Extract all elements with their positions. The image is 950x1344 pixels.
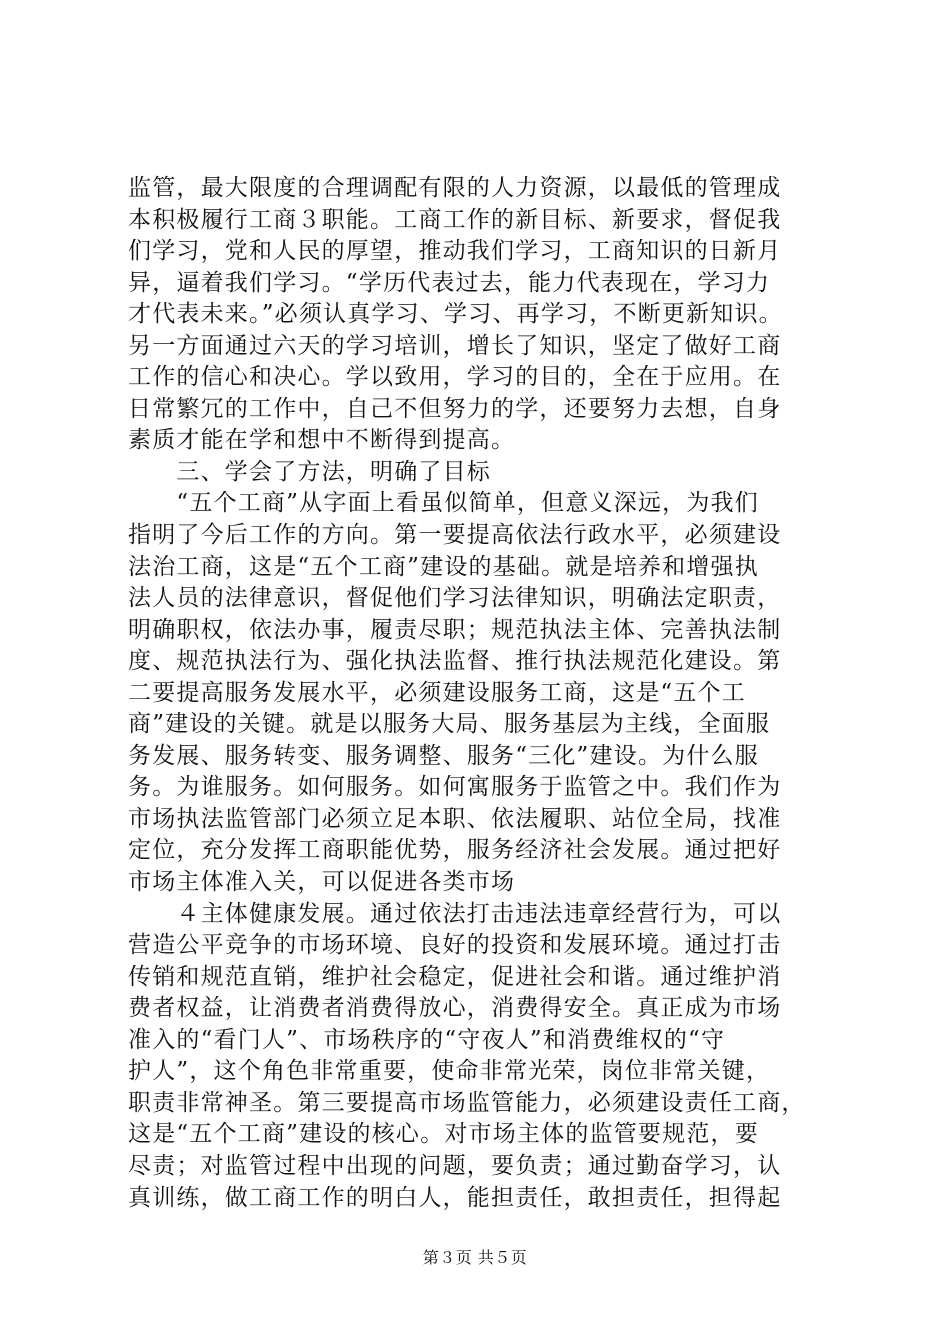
text-line: ４主体健康发展。通过依法打击违法违章经营行为，可以 (128, 900, 782, 927)
text-line: 这是“五个工商”建设的核心。对市场主体的监管要规范，要 (128, 1121, 759, 1148)
text-line: 另一方面通过六天的学习培训，增长了知识，坚定了做好工商 (128, 332, 782, 359)
text-line: 异，逼着我们学习。“学历代表过去，能力代表现在，学习力 (128, 269, 771, 296)
text-line: 日常繁冗的工作中，自己不但努力的学，还要努力去想，自身 (128, 395, 782, 422)
text-line: 市场执法监管部门必须立足本职、依法履职、站位全局，找准 (128, 805, 782, 832)
text-line: 工作的信心和决心。学以致用，学习的目的，全在于应用。在 (128, 364, 782, 391)
page-footer (0, 1248, 950, 1268)
text-line: 营造公平竞争的市场环境、良好的投资和发展环境。通过打击 (128, 932, 782, 959)
text-line: 准入的“看门人”、市场秩序的“守夜人”和消费维权的“守 (128, 1026, 726, 1053)
text-line: 市场主体准入关，可以促进各类市场 (128, 869, 516, 896)
text-line: 们学习，党和人民的厚望，推动我们学习，工商知识的日新月 (128, 238, 782, 265)
text-line: 务。为谁服务。如何服务。如何寓服务于监管之中。我们作为 (128, 774, 782, 801)
text-line: 传销和规范直销，维护社会稳定，促进社会和谐。通过维护消 (128, 963, 782, 990)
text-line: 指明了今后工作的方向。第一要提高依法行政水平，必须建设 (128, 522, 782, 549)
text-line: 商”建设的关键。就是以服务大局、服务基层为主线，全面服 (128, 711, 771, 738)
text-line: 法人员的法律意识，督促他们学习法律知识，明确法定职责， (128, 585, 782, 612)
text-line: 费者权益，让消费者消费得放心，消费得安全。真正成为市场 (128, 995, 782, 1022)
body-text (128, 173, 848, 1214)
text-line: 尽责；对监管过程中出现的问题，要负责；通过勤奋学习，认 (128, 1152, 782, 1179)
text-line: 法治工商，这是“五个工商”建设的基础。就是培养和增强执 (128, 553, 759, 580)
text-line: 务发展、服务转变、服务调整、服务“三化”建设。为什么服 (128, 742, 759, 769)
text-line: 度、规范执法行为、强化执法监督、推行执法规范化建设。第 (128, 648, 782, 675)
text-line: 本积极履行工商３职能。工商工作的新目标、新要求，督促我 (128, 206, 782, 233)
page-number: 第３页 共５页 (422, 1248, 528, 1267)
text-line: 才代表未来。”必须认真学习、学习、再学习，不断更新知识。 (128, 301, 783, 328)
text-line: 护人”，这个角色非常重要，使命非常光荣，岗位非常关键， (128, 1058, 771, 1085)
text-line: 职责非常神圣。第三要提高市场监管能力，必须建设责任工商， (128, 1089, 806, 1116)
text-line: 二要提高服务发展水平，必须建设服务工商，这是“五个工 (128, 679, 746, 706)
text-line: 监管，最大限度的合理调配有限的人力资源，以最低的管理成 (128, 175, 782, 201)
text-line: 真训练，做工商工作的明白人，能担责任，敢担责任，担得起 (128, 1184, 782, 1211)
text-line: 定位，充分发挥工商职能优势，服务经济社会发展。通过把好 (128, 837, 782, 864)
section-heading: 三、学会了方法，明确了目标 (128, 458, 491, 485)
text-line: 素质才能在学和想中不断得到提高。 (128, 427, 516, 454)
text-line: “五个工商”从字面上看虽似简单，但意义深远，为我们 (128, 490, 759, 517)
text-line: 明确职权，依法办事，履责尽职；规范执法主体、完善执法制 (128, 616, 782, 643)
